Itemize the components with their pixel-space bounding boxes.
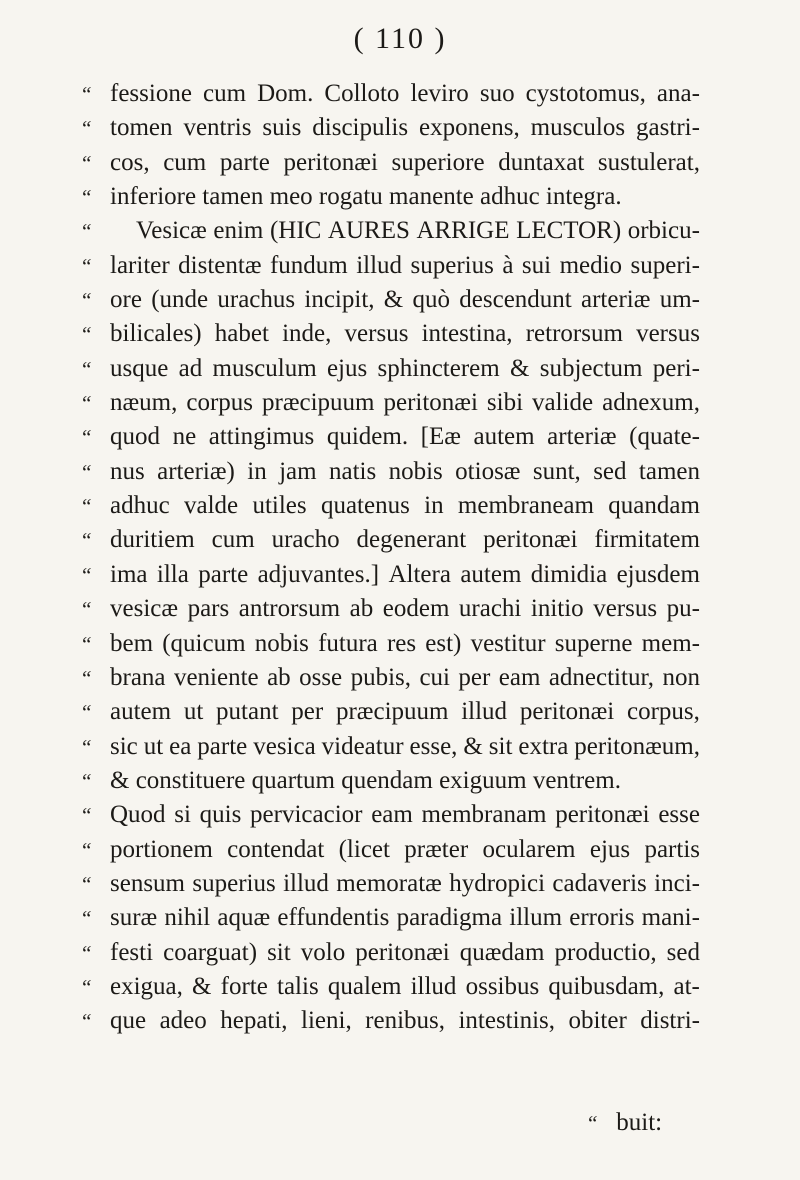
text-line [80, 630, 700, 664]
text-line [80, 595, 700, 629]
catchword [586, 1109, 662, 1137]
quote-mark: “ [80, 116, 92, 141]
quote-mark: “ [80, 288, 92, 313]
quote-mark: “ [80, 322, 92, 347]
quote-mark: “ [80, 1009, 92, 1034]
quote-mark: “ [80, 700, 92, 725]
quote-mark: “ [80, 974, 92, 999]
line-text: ima illa parte adjuvantes.] Altera autem dimidia ejusdem [110, 560, 700, 588]
quote-mark: “ [80, 768, 92, 793]
text-line [80, 561, 700, 595]
line-text: vesicæ pars antrorsum ab eodem urachi initio versus pu- [110, 595, 700, 623]
quote-mark: “ [80, 356, 92, 381]
text-line [80, 492, 700, 526]
text-line [80, 320, 700, 354]
page-number: ( 110 ) [353, 22, 447, 55]
line-text: suræ nihil aquæ effundentis paradigma illum erroris mani- [110, 904, 700, 932]
quote-mark: “ [80, 528, 92, 553]
line-text: ore (unde urachus incipit, & quò descendunt arteriæ um- [110, 286, 700, 314]
text-line [80, 1007, 700, 1041]
line-text: autem ut putant per præcipuum illud peritonæi corpus, [110, 698, 700, 726]
quote-mark: “ [80, 82, 92, 106]
text-body [80, 80, 700, 1042]
text-line [80, 973, 700, 1007]
quote-mark: “ [80, 185, 92, 210]
text-line [80, 458, 700, 492]
text-line [80, 389, 700, 423]
quote-mark: “ [80, 734, 92, 759]
line-text: næum, corpus præcipuum peritonæi sibi valide adnexum, [110, 389, 700, 417]
quote-mark: “ [80, 803, 92, 828]
text-line [80, 939, 700, 973]
line-text: festi coarguat) sit volo peritonæi quædam productio, sed [110, 938, 700, 966]
quote-mark: “ [80, 631, 92, 656]
line-text: quod ne attingimus quidem. [Eæ autem arteriæ (quate- [110, 423, 700, 451]
text-line [80, 423, 700, 457]
quote-mark: “ [80, 837, 92, 862]
text-line [80, 904, 700, 938]
line-text: & constituere quartum quendam exiguum ventrem. [110, 766, 621, 794]
quote-mark: “ [80, 391, 92, 416]
quote-mark: “ [80, 562, 92, 587]
line-text: exigua, & forte talis qualem illud ossibus quibusdam, at- [110, 972, 700, 1000]
text-line [80, 183, 700, 217]
text-line [80, 733, 700, 767]
text-line [80, 114, 700, 148]
line-text: tomen ventris suis discipulis exponens, musculos gastri- [110, 114, 700, 142]
text-line [80, 698, 700, 732]
text-line [80, 355, 700, 389]
line-text: duritiem cum uracho degenerant peritonæi firmitatem [110, 526, 700, 554]
catchword-text: buit: [616, 1109, 663, 1136]
text-line [80, 767, 700, 801]
text-line [80, 149, 700, 183]
text-line [80, 870, 700, 904]
line-text: usque ad musculum ejus sphincterem & subjectum peri- [110, 354, 700, 382]
text-line [80, 217, 700, 251]
line-text: nus arteriæ) in jam natis nobis otiosæ sunt, sed tamen [110, 457, 700, 485]
quote-mark: “ [80, 150, 92, 175]
line-text: fessione cum Dom. Colloto leviro suo cystotomus, ana- [110, 80, 700, 107]
quote-mark: “ [80, 940, 92, 965]
line-text: cos, cum parte peritonæi superiore duntaxat sustulerat, [110, 148, 700, 176]
line-text: que adeo hepati, lieni, renibus, intestinis, obiter distri- [110, 1007, 700, 1035]
line-text: adhuc valde utiles quatenus in membraneam quandam [110, 492, 700, 520]
text-line [80, 836, 700, 870]
quote-mark: “ [80, 494, 92, 519]
line-text: brana veniente ab osse pubis, cui per eam adnectitur, non [110, 663, 700, 691]
text-line [80, 286, 700, 320]
text-line [80, 664, 700, 698]
quote-mark: “ [80, 906, 92, 931]
text-line [80, 80, 700, 114]
line-text: Vesicæ enim (HIC AURES ARRIGE LECTOR) orbicu- [136, 217, 700, 245]
text-line [80, 526, 700, 560]
quote-mark: “ [80, 597, 92, 622]
quote-mark: “ [80, 665, 92, 690]
text-line [80, 252, 700, 286]
quote-mark: “ [80, 459, 92, 484]
line-text: portionem contendat (licet præter ocularem ejus partis [110, 835, 700, 863]
line-text: sic ut ea parte vesica videatur esse, & sit extra peritonæum, [110, 732, 700, 760]
line-text: bilicales) habet inde, versus intestina, retrorsum versus [110, 320, 700, 348]
line-text: lariter distentæ fundum illud superius à sui medio superi- [110, 251, 700, 279]
line-text: inferiore tamen meo rogatu manente adhuc integra. [110, 183, 622, 211]
quote-mark: “ [80, 425, 92, 450]
quote-mark: “ [80, 871, 92, 896]
quote-mark: “ [80, 219, 92, 244]
line-text: sensum superius illud memoratæ hydropici cadaveris inci- [110, 869, 700, 897]
text-line [80, 801, 700, 835]
line-text: Quod si quis pervicacior eam membranam peritonæi esse [110, 801, 700, 829]
quote-mark: “ [586, 1111, 598, 1135]
quote-mark: “ [80, 253, 92, 278]
line-text: bem (quicum nobis futura res est) vestitur superne mem- [110, 629, 700, 657]
